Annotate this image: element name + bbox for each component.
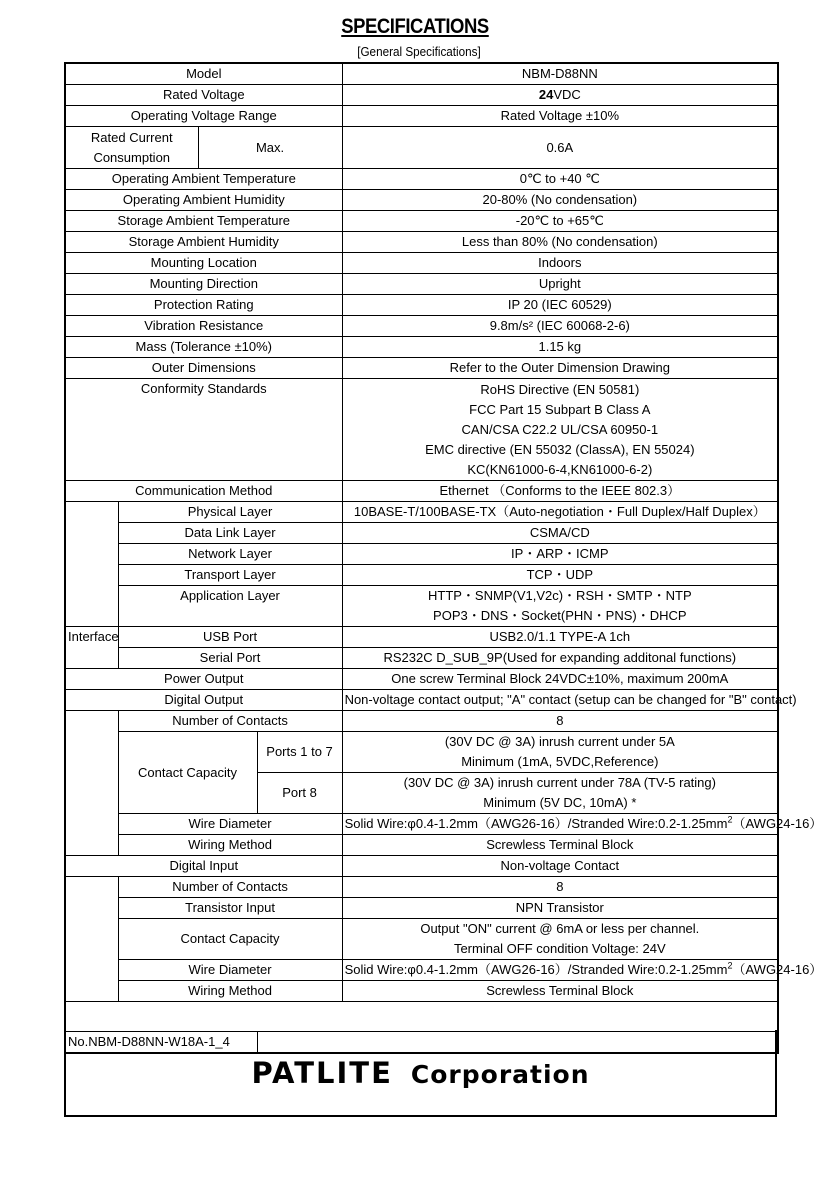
do-capacity-label: Contact Capacity xyxy=(118,732,257,814)
power-output-label: Power Output xyxy=(65,669,342,690)
transport-layer-value: TCP・UDP xyxy=(342,565,778,586)
op-ambient-temp-label: Operating Ambient Temperature xyxy=(65,169,342,190)
do-contacts-label: Number of Contacts xyxy=(118,711,342,732)
rated-current-label xyxy=(65,127,198,169)
spec-row-do-contacts xyxy=(65,711,778,732)
communication-method-label: Communication Method xyxy=(65,481,342,502)
conformity-standards-values xyxy=(342,379,778,481)
spec-row-application-layer xyxy=(65,586,778,627)
rated-voltage-unit: VDC xyxy=(553,87,581,102)
spec-row-usb-port xyxy=(65,627,778,648)
digital-input-indent-spacer xyxy=(65,877,118,1002)
conformity-standard-item: RoHS Directive (EN 50581) xyxy=(480,381,640,397)
storage-ambient-temp-value: -20℃ to +65℃ xyxy=(342,211,778,232)
di-transistor-label: Transistor Input xyxy=(118,898,342,919)
rated-current-value: 0.6A xyxy=(342,127,778,169)
data-link-layer-label: Data Link Layer xyxy=(118,523,342,544)
operating-voltage-range-value: Rated Voltage ±10% xyxy=(342,106,778,127)
di-contacts-label: Number of Contacts xyxy=(118,877,342,898)
interface-label: Interface xyxy=(65,627,118,648)
spec-row-di-transistor xyxy=(65,898,778,919)
application-layer-label: Application Layer xyxy=(118,586,342,627)
do-wiring-method-value: Screwless Terminal Block xyxy=(342,835,778,856)
di-capacity-line1: Output "ON" current @ 6mA or less per channel. xyxy=(420,921,700,936)
page-title: SPECIFICATIONS xyxy=(341,15,489,38)
spec-row-di-contacts xyxy=(65,877,778,898)
spec-row-rated-current xyxy=(65,127,778,169)
spec-row-op-ambient-temp xyxy=(65,169,778,190)
spec-row-rated-voltage xyxy=(65,85,778,106)
mass-value: 1.15 kg xyxy=(342,337,778,358)
conformity-standards-label: Conformity Standards xyxy=(65,379,342,481)
operating-voltage-range-label: Operating Voltage Range xyxy=(65,106,342,127)
rated-current-label-line2: Consumption xyxy=(93,149,171,165)
spec-row-di-wiring-method xyxy=(65,981,778,1002)
company-suffix: Corporation xyxy=(410,1060,590,1089)
mounting-direction-label: Mounting Direction xyxy=(65,274,342,295)
spec-row-conformity-standards xyxy=(65,379,778,481)
conformity-standard-item: CAN/CSA C22.2 UL/CSA 60950-1 xyxy=(461,421,659,437)
di-wire-diameter-value xyxy=(342,960,823,981)
conformity-standard-item: EMC directive (EN 55032 (ClassA), EN 55024) xyxy=(425,441,695,457)
digital-output-indent-spacer xyxy=(65,711,118,856)
spec-row-operating-voltage-range xyxy=(65,106,778,127)
power-output-value: One screw Terminal Block 24VDC±10%, maximum 200mA xyxy=(342,669,778,690)
spec-row-di-wire-diameter xyxy=(65,960,778,981)
port-8-label: Port 8 xyxy=(257,773,342,814)
port-8-line1: (30V DC @ 3A) inrush current under 78A (TV-5 rating) xyxy=(403,775,716,790)
digital-input-value: Non-voltage Contact xyxy=(342,856,778,877)
model-value: NBM-D88NN xyxy=(342,63,778,85)
outer-dimensions-value: Refer to the Outer Dimension Drawing xyxy=(342,358,778,379)
do-wire-diameter-superscript: 2 xyxy=(727,814,733,825)
company-logo xyxy=(66,1056,775,1090)
do-wire-diameter-text: Solid Wire:φ0.4-1.2mm（AWG26-16）/Stranded Wire:0.2-1.25mm xyxy=(344,816,728,831)
rated-current-label-line1: Rated Current xyxy=(90,129,173,145)
storage-ambient-temp-label: Storage Ambient Temperature xyxy=(65,211,342,232)
conformity-standard-item: FCC Part 15 Subpart B Class A xyxy=(469,401,651,417)
di-wiring-method-label: Wiring Method xyxy=(118,981,342,1002)
spec-row-digital-output xyxy=(65,690,778,711)
blank-cell xyxy=(65,1002,778,1032)
spec-row-op-ambient-humidity xyxy=(65,190,778,211)
digital-input-label: Digital Input xyxy=(65,856,342,877)
protection-rating-value: IP 20 (IEC 60529) xyxy=(342,295,778,316)
di-contacts-value: 8 xyxy=(342,877,778,898)
op-ambient-humidity-value: 20-80% (No condensation) xyxy=(342,190,778,211)
model-label: Model xyxy=(65,63,342,85)
vibration-resistance-value: 9.8m/s² (IEC 60068-2-6) xyxy=(342,316,778,337)
network-layer-label: Network Layer xyxy=(118,544,342,565)
spec-row-mounting-location xyxy=(65,253,778,274)
blank-row xyxy=(65,1002,778,1032)
transport-layer-label: Transport Layer xyxy=(118,565,342,586)
spec-row-power-output xyxy=(65,669,778,690)
spec-row-outer-dimensions xyxy=(65,358,778,379)
spec-row-serial-port xyxy=(65,648,778,669)
di-transistor-value: NPN Transistor xyxy=(342,898,778,919)
spec-row-storage-ambient-temp xyxy=(65,211,778,232)
company-footer xyxy=(64,1030,777,1117)
op-ambient-humidity-label: Operating Ambient Humidity xyxy=(65,190,342,211)
mounting-location-label: Mounting Location xyxy=(65,253,342,274)
spec-row-data-link-layer xyxy=(65,523,778,544)
port-8-value xyxy=(342,773,778,814)
physical-layer-label: Physical Layer xyxy=(118,502,342,523)
spec-row-physical-layer xyxy=(65,502,778,523)
spec-row-communication-method xyxy=(65,481,778,502)
ports-1-7-label: Ports 1 to 7 xyxy=(257,732,342,773)
di-capacity-line2: Terminal OFF condition Voltage: 24V xyxy=(453,941,666,956)
rated-voltage-number: 24 xyxy=(538,87,554,102)
data-link-layer-value: CSMA/CD xyxy=(342,523,778,544)
mass-label: Mass (Tolerance ±10%) xyxy=(65,337,342,358)
conformity-standard-item: KC(KN61000-6-4,KN61000-6-2) xyxy=(467,461,653,477)
rated-voltage-label: Rated Voltage xyxy=(65,85,342,106)
do-wiring-method-label: Wiring Method xyxy=(118,835,342,856)
usb-port-value: USB2.0/1.1 TYPE-A 1ch xyxy=(342,627,778,648)
network-layer-value: IP・ARP・ICMP xyxy=(342,544,778,565)
vibration-resistance-label: Vibration Resistance xyxy=(65,316,342,337)
spec-row-do-wiring-method xyxy=(65,835,778,856)
ports-1-7-line1: (30V DC @ 3A) inrush current under 5A xyxy=(444,734,675,749)
doc-number: No.NBM-D88NN-W18A-1_4 xyxy=(65,1032,257,1054)
di-wire-diameter-label: Wire Diameter xyxy=(118,960,342,981)
spec-row-do-capacity-ports-1-7 xyxy=(65,732,778,773)
section-subtitle: [General Specifications] xyxy=(357,44,481,59)
company-brand: PATLITE xyxy=(251,1056,393,1090)
di-wire-diameter-superscript: 2 xyxy=(727,960,733,971)
spec-row-transport-layer xyxy=(65,565,778,586)
communication-method-value: Ethernet （Conforms to the IEEE 802.3） xyxy=(342,481,778,502)
mounting-direction-value: Upright xyxy=(342,274,778,295)
serial-port-label: Serial Port xyxy=(118,648,342,669)
spec-row-do-wire-diameter xyxy=(65,814,778,835)
di-wire-diameter-text: Solid Wire:φ0.4-1.2mm（AWG26-16）/Stranded Wire:0.2-1.25mm xyxy=(344,962,728,977)
protection-rating-label: Protection Rating xyxy=(65,295,342,316)
spec-row-di-capacity xyxy=(65,919,778,960)
spec-row-vibration-resistance xyxy=(65,316,778,337)
interface-spacer xyxy=(65,648,118,669)
port-8-line2: Minimum (5V DC, 10mA) * xyxy=(483,795,637,810)
digital-output-label: Digital Output xyxy=(65,690,342,711)
storage-ambient-humidity-label: Storage Ambient Humidity xyxy=(65,232,342,253)
spec-row-digital-input xyxy=(65,856,778,877)
di-capacity-value xyxy=(342,919,778,960)
rated-voltage-value xyxy=(342,85,778,106)
rated-current-max-label: Max. xyxy=(198,127,342,169)
di-capacity-label: Contact Capacity xyxy=(118,919,342,960)
specifications-table xyxy=(64,62,823,1054)
storage-ambient-humidity-value: Less than 80% (No condensation) xyxy=(342,232,778,253)
mounting-location-value: Indoors xyxy=(342,253,778,274)
application-layer-value xyxy=(342,586,778,627)
do-wire-diameter-value xyxy=(342,814,823,835)
ports-1-7-line2: Minimum (1mA, 5VDC,Reference) xyxy=(461,754,659,769)
spec-row-protection-rating xyxy=(65,295,778,316)
do-wire-diameter-label: Wire Diameter xyxy=(118,814,342,835)
di-wire-diameter-awg: （AWG24-16） xyxy=(732,962,823,977)
application-layer-line2: POP3・DNS・Socket(PHN・PNS)・DHCP xyxy=(433,608,687,623)
digital-output-value: Non-voltage contact output; "A" contact (setup can be changed for "B" contact) xyxy=(342,690,778,711)
spec-row-network-layer xyxy=(65,544,778,565)
usb-port-label: USB Port xyxy=(118,627,342,648)
spec-row-mounting-direction xyxy=(65,274,778,295)
serial-port-value: RS232C D_SUB_9P(Used for expanding additonal functions) xyxy=(342,648,778,669)
do-contacts-value: 8 xyxy=(342,711,778,732)
communication-indent-spacer xyxy=(65,502,118,627)
physical-layer-value: 10BASE-T/100BASE-TX（Auto-negotiation・Full Duplex/Half Duplex） xyxy=(342,502,778,523)
spec-row-mass xyxy=(65,337,778,358)
do-wire-diameter-awg: （AWG24-16） xyxy=(732,816,823,831)
application-layer-line1: HTTP・SNMP(V1,V2c)・RSH・SMTP・NTP xyxy=(427,588,692,603)
ports-1-7-value xyxy=(342,732,778,773)
outer-dimensions-label: Outer Dimensions xyxy=(65,358,342,379)
spec-row-storage-ambient-humidity xyxy=(65,232,778,253)
di-wiring-method-value: Screwless Terminal Block xyxy=(342,981,778,1002)
op-ambient-temp-value: 0℃ to +40 ℃ xyxy=(342,169,778,190)
spec-row-model xyxy=(65,63,778,85)
